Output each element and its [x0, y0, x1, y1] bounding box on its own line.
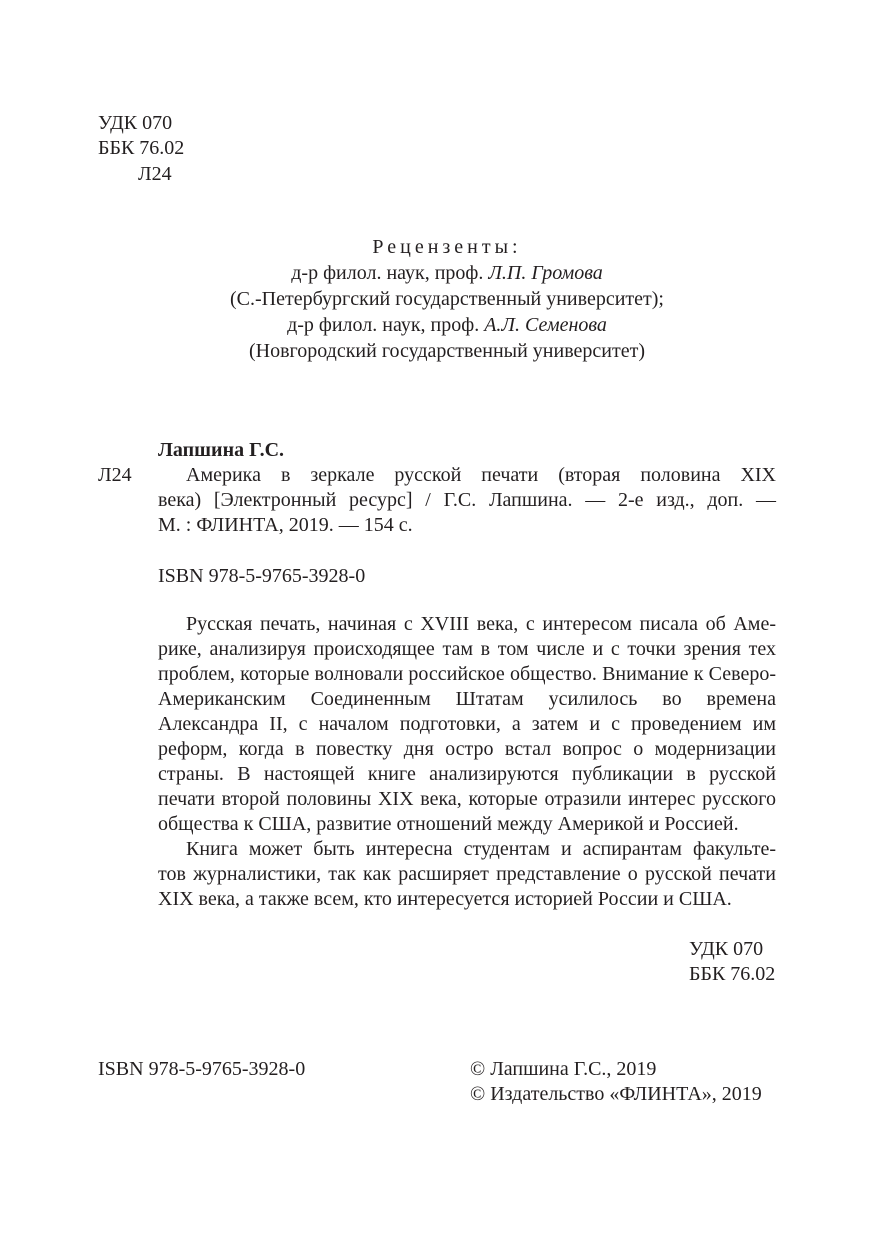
udk-code-bottom: УДК 070 [689, 938, 764, 960]
bbk-code-bottom: ББК 76.02 [689, 963, 776, 985]
reviewer-1-org: (С.-Петербургский государственный университет); [230, 288, 664, 310]
footer-isbn: ISBN 978-5-9765-3928-0 [98, 1058, 306, 1080]
abstract-line: тов журналистики, так как расширяет представление о русской печати [158, 863, 776, 885]
copyright-publisher: © Издательство «ФЛИНТА», 2019 [470, 1083, 762, 1105]
abstract-line: общества к США, развитие отношений между Америкой и Россией. [158, 813, 739, 835]
reviewer-1 [98, 261, 796, 287]
entry-author: Лапшина Г.С. [158, 439, 285, 461]
reviewer-2-credentials: д-р филол. наук, проф. [287, 314, 480, 336]
entry-description [158, 463, 776, 538]
abstract-line: страны. В настоящей книге анализируются публикации в русской [158, 763, 776, 785]
reviewer-1-credentials: д-р филол. наук, проф. [291, 262, 484, 284]
reviewers-heading: Рецензенты: [372, 236, 522, 258]
abstract-line: Книга может быть интересна студентам и аспирантам факульте- [186, 838, 776, 860]
reviewer-1-name: Л.П. Громова [488, 262, 603, 284]
bbk-code: ББК 76.02 [98, 137, 185, 159]
author-mark: Л24 [138, 163, 172, 185]
reviewer-2-name: А.Л. Семенова [484, 314, 607, 336]
entry-line-1: Америка в зеркале русской печати (вторая половина XIX [186, 464, 776, 486]
abstract-line: Александра II, с началом подготовки, а затем и с проведением им [158, 713, 776, 735]
udk-code: УДК 070 [98, 112, 173, 134]
abstract-line: печати второй половины XIX века, которые отразили интерес русского [158, 788, 776, 810]
abstract-line: рике, анализируя происходящее там в том числе и с точки зрения тех [158, 638, 776, 660]
abstract-paragraph-1 [158, 612, 776, 837]
abstract-line: реформ, когда в повестку дня остро встал вопрос о модернизации [158, 738, 776, 760]
entry-isbn: ISBN 978-5-9765-3928-0 [158, 565, 366, 587]
abstract-paragraph-2 [158, 837, 776, 912]
abstract-line: XIX века, а также всем, кто интересуется историей России и США. [158, 888, 732, 910]
entry-mark: Л24 [98, 464, 132, 486]
reviewers-block [98, 235, 796, 365]
reviewer-2-org: (Новгородский государственный университет) [248, 340, 646, 362]
abstract-line: проблем, которые волновали российское общество. Внимание к Северо- [158, 663, 776, 685]
copyright-author: © Лапшина Г.С., 2019 [470, 1058, 657, 1080]
reviewer-2 [98, 313, 796, 339]
entry-line-3: М. : ФЛИНТА, 2019. — 154 с. [158, 514, 413, 536]
entry-line-2: века) [Электронный ресурс] / Г.С. Лапшина. — 2-е изд., доп. — [158, 489, 776, 511]
abstract-line: Американским Соединенным Штатам усилилось во времена [158, 688, 776, 710]
abstract-line: Русская печать, начиная с XVIII века, с интересом писала об Аме- [186, 613, 776, 635]
